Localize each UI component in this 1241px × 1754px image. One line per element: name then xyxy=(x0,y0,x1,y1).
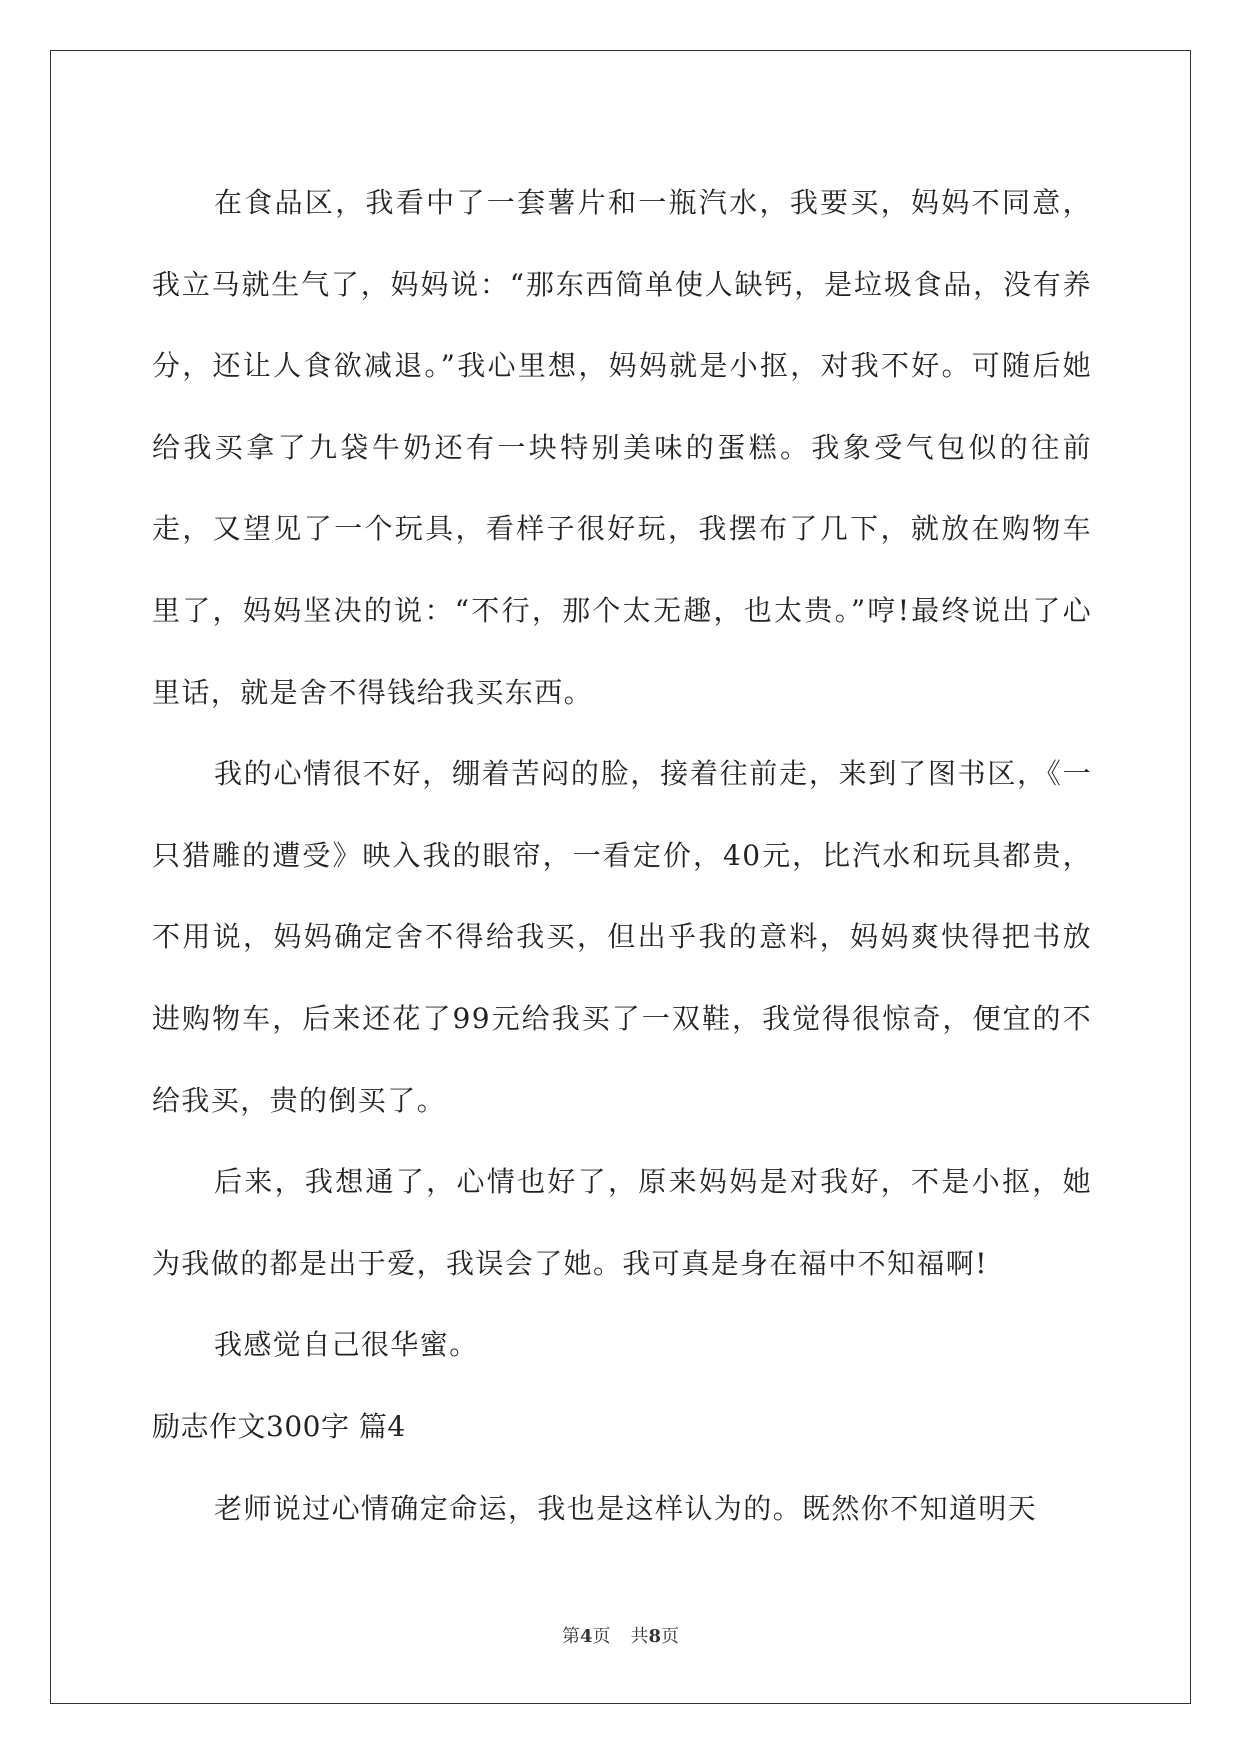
paragraph-closing: 我感觉自己很华蜜。 xyxy=(214,1328,479,1362)
page-prefix: 第 xyxy=(561,1626,580,1647)
paragraph-food-section: 在食品区，我看中了一套薯片和一瓶汽水，我要买，妈妈不同意，我立马就生气了，妈妈说：“那东西简单使人缺钙，是垃圾食品，没有养分，还让人食欲减退。”我心里想，妈妈就是小抠，对我不好。可随后她给我买拿了九袋牛奶还有一块特别美味的蛋糕。我象受气包似的往前走，又望见了一个玩具，看样子很好玩，我摆布了几下，就放在购物车里了，妈妈坚决的说：“不行，那个太无趣，也太贵。”哼!最终说出了心里话，就是舍不得钱给我买东西。 xyxy=(152,186,1092,709)
page-footer xyxy=(0,1622,1241,1648)
paragraph-book-section: 我的心情很不好，绷着苦闷的脸，接着往前走，来到了图书区，《一只猎雕的遭受》映入我的眼帘，一看定价，40元，比汽水和玩具都贵，不用说，妈妈确定舍不得给我买，但出乎我的意料，妈妈爽快得把书放进购物车，后来还花了99元给我买了一双鞋，我觉得很惊奇，便宜的不给我买，贵的倒买了。 xyxy=(152,757,1092,1117)
total-pages: 8 xyxy=(648,1626,662,1647)
total-suffix: 页 xyxy=(661,1626,680,1647)
page-suffix: 页 xyxy=(592,1626,611,1647)
paragraph-realization: 后来，我想通了，心情也好了，原来妈妈是对我好，不是小抠，她为我做的都是出于爱，我误会了她。我可真是身在福中不知福啊! xyxy=(152,1165,1092,1280)
total-prefix: 共 xyxy=(630,1626,649,1647)
page-number: 4 xyxy=(579,1626,593,1647)
document-body xyxy=(152,162,1092,1549)
paragraph-next-essay: 老师说过心情确定命运，我也是这样认为的。既然你不知道明天 xyxy=(214,1491,1038,1525)
section-heading: 励志作文300字 篇4 xyxy=(152,1409,406,1443)
